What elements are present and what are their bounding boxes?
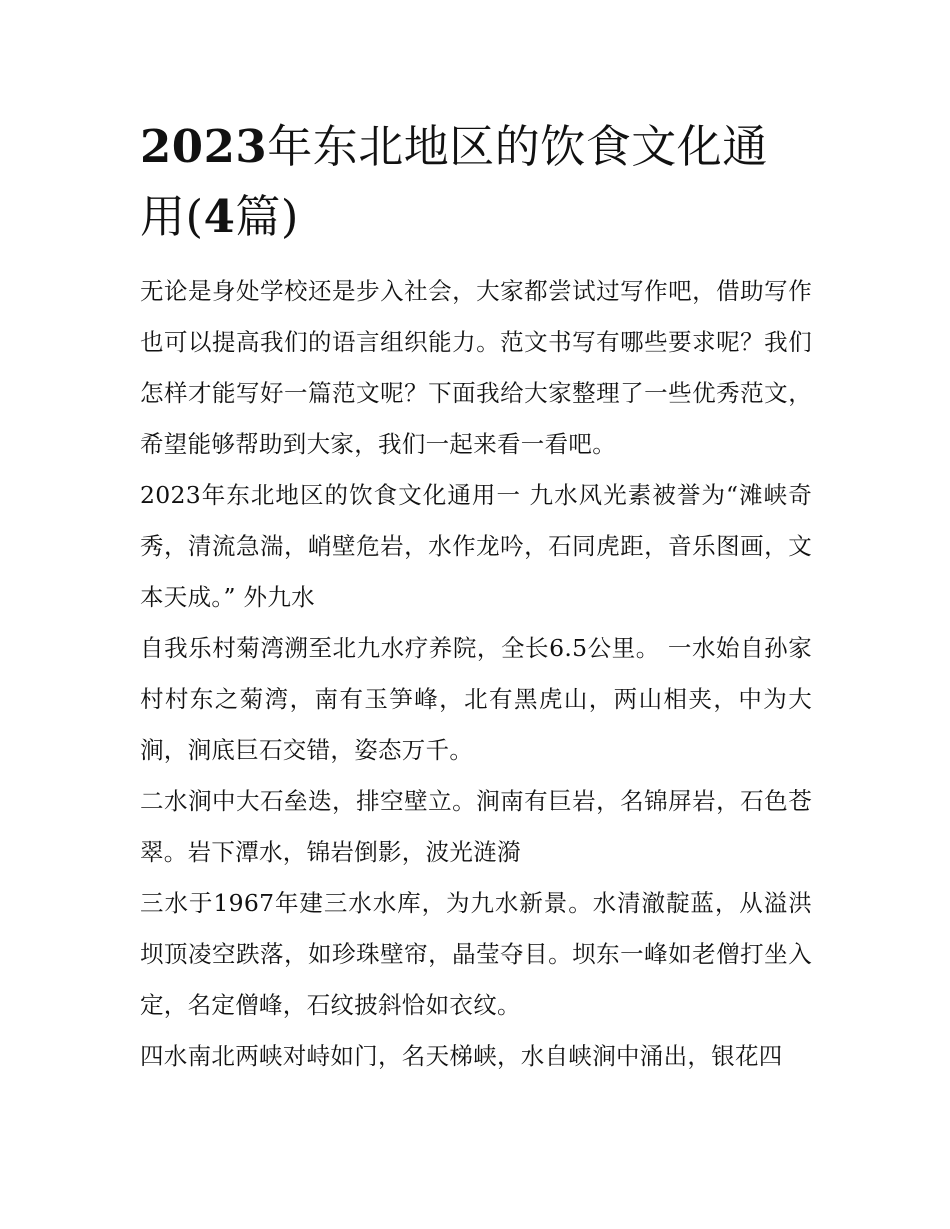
paragraph-fourth-water: 四水南北两峡对峙如门，名天梯峡，水自峡涧中涌出，银花四: [140, 1042, 783, 1070]
document-body: [140, 112, 812, 1082]
title-suffix: 篇): [235, 190, 299, 243]
paragraph-overview: 2023年东北地区的饮食文化通用一 九水风光素被誉为“滩峡奇秀，清流急湍，峭壁危岩，水作龙吟，石同虎距，音乐图画，文本天成。” 外九水: [140, 481, 812, 611]
title-count: 4: [203, 190, 236, 243]
title-year: 2023: [140, 120, 268, 173]
paragraph-first-water: 自我乐村菊湾溯至北九水疗养院，全长6.5公里。 一水始自孙家村村东之菊湾，南有玉笋峰，北有黑虎山，两山相夹，中为大涧，涧底巨石交错，姿态万千。: [140, 634, 812, 764]
paragraph-intro: 无论是身处学校还是步入社会，大家都尝试过写作吧，借助写作也可以提高我们的语言组织能力。范文书写有哪些要求呢？我们怎样才能写好一篇范文呢？下面我给大家整理了一些优秀范文，希望能够帮助到大家，我们一起来看一看吧。: [140, 277, 812, 458]
page-title: [140, 112, 812, 252]
title-text: 年东北地区的饮食文化通用(: [140, 120, 768, 243]
paragraph-third-water: 三水于1967年建三水水库，为九水新景。水清澈靛蓝，从溢洪坝顶凌空跌落，如珍珠壁帘，晶莹夺目。坝东一峰如老僧打坐入定，名定僧峰，石纹披斜恰如衣纹。: [140, 889, 812, 1019]
paragraph-second-water: 二水涧中大石垒迭，排空壁立。涧南有巨岩，名锦屏岩，石色苍翠。岩下潭水，锦岩倒影，波光涟漪: [140, 787, 812, 866]
